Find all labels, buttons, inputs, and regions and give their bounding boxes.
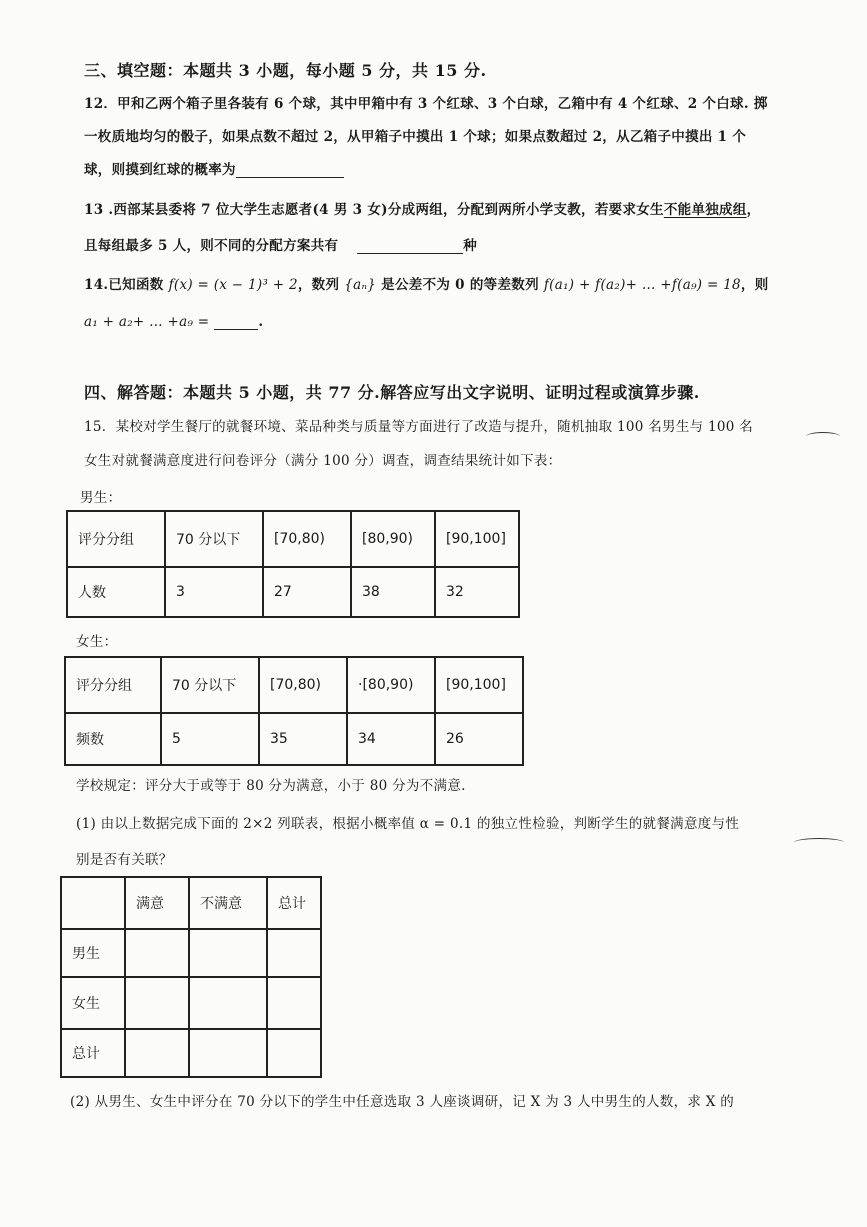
q14-mid: ，数列 — [297, 277, 340, 293]
q12-line3-text: 球，则摸到红球的概率为 — [84, 162, 236, 178]
q14-sequence: {aₙ} — [344, 277, 377, 293]
q13-line2 — [84, 234, 477, 254]
male-data-cell-2: 27 — [263, 567, 351, 617]
q14-answer-blank[interactable] — [214, 315, 258, 330]
contingency-cell[interactable] — [189, 1029, 267, 1077]
female-data-cell-3: 34 — [347, 713, 435, 765]
q13-line2-text: 且每组最多 5 人，则不同的分配方案共有 — [84, 238, 339, 254]
q13-line1-a: 13 .西部某县委将 7 位大学生志愿者(4 男 3 女)分成两组，分配到两所小学支教，若要求女生 — [84, 202, 664, 218]
contingency-cell[interactable] — [125, 1029, 189, 1077]
male-data-cell-1: 3 — [165, 567, 263, 617]
contingency-cell[interactable] — [189, 929, 267, 977]
female-score-table — [64, 656, 524, 766]
q13-line1 — [84, 198, 760, 218]
male-table-data-row — [67, 567, 519, 617]
male-header-cell-3: [80,90) — [351, 511, 435, 567]
female-header-cell-0: 评分分组 — [65, 657, 161, 713]
q14-mid2: 是公差不为 0 的等差数列 — [381, 277, 539, 293]
female-label: 女生： — [76, 634, 118, 650]
q14-lead: 14.已知函数 — [84, 277, 164, 293]
male-label: 男生： — [80, 490, 122, 506]
female-table-data-row — [65, 713, 523, 765]
contingency-cell[interactable] — [189, 977, 267, 1029]
male-header-cell-1: 70 分以下 — [165, 511, 263, 567]
pen-mark-2 — [794, 838, 844, 847]
contingency-cell[interactable] — [267, 977, 321, 1029]
q14-function: f(x) = (x − 1)³ + 2 — [168, 277, 298, 293]
contingency-row-female — [61, 977, 321, 1029]
female-data-cell-1: 5 — [161, 713, 259, 765]
pen-mark — [806, 432, 840, 441]
contingency-header-blank — [61, 877, 125, 929]
q13-line2-end: 种 — [463, 238, 478, 254]
q12-line2: 一枚质地均匀的骰子，如果点数不超过 2，从甲箱子中摸出 1 个球；如果点数超过 2，从乙箱子中摸出 1 个 — [84, 129, 747, 145]
q14-line2 — [84, 314, 263, 330]
contingency-row-total — [61, 1029, 321, 1077]
male-header-cell-2: [70,80) — [263, 511, 351, 567]
q12-answer-blank[interactable] — [236, 163, 344, 178]
contingency-header-satisfied: 满意 — [125, 877, 189, 929]
q15-line1: 15．某校对学生餐厅的就餐环境、菜品种类与质量等方面进行了改造与提升，随机抽取 100 名男生与 100 名 — [84, 419, 754, 435]
male-table-header-row — [67, 511, 519, 567]
female-header-cell-2: [70,80) — [259, 657, 347, 713]
q14-line1 — [84, 273, 769, 293]
q15-part2: (2) 从男生、女生中评分在 70 分以下的学生中任意选取 3 人座谈调研，记 X 为 3 人中男生的人数，求 X 的 — [70, 1094, 735, 1110]
female-data-cell-0: 频数 — [65, 713, 161, 765]
female-header-cell-4: [90,100] — [435, 657, 523, 713]
female-data-cell-2: 35 — [259, 713, 347, 765]
contingency-row-label-total: 总计 — [61, 1029, 125, 1077]
q12-line3 — [84, 158, 344, 178]
q14-line2-end: . — [258, 314, 264, 330]
q14-tail: ，则 — [740, 277, 769, 293]
section-4-title: 四、解答题：本题共 5 小题，共 77 分.解答应写出文字说明、证明过程或演算步骤. — [84, 383, 700, 402]
q13-answer-blank[interactable] — [357, 239, 463, 254]
contingency-header-total: 总计 — [267, 877, 321, 929]
section-3-title: 三、填空题：本题共 3 小题，每小题 5 分，共 15 分. — [84, 61, 487, 80]
q13-line1-b: ， — [746, 202, 761, 218]
male-score-table — [66, 510, 520, 618]
contingency-cell[interactable] — [267, 1029, 321, 1077]
contingency-cell[interactable] — [267, 929, 321, 977]
contingency-cell[interactable] — [125, 929, 189, 977]
q13-underlined-phrase: 不能单独成组 — [663, 202, 747, 218]
male-data-cell-3: 38 — [351, 567, 435, 617]
female-table-header-row — [65, 657, 523, 713]
female-header-cell-1: 70 分以下 — [161, 657, 259, 713]
contingency-row-male — [61, 929, 321, 977]
contingency-row-label-female: 女生 — [61, 977, 125, 1029]
male-header-cell-4: [90,100] — [435, 511, 519, 567]
female-header-cell-3: ·[80,90) — [347, 657, 435, 713]
contingency-table — [60, 876, 322, 1078]
male-data-cell-0: 人数 — [67, 567, 165, 617]
q14-equation: f(a₁) + f(a₂)+ … +f(a₉) = 18 — [543, 277, 741, 293]
male-header-cell-0: 评分分组 — [67, 511, 165, 567]
contingency-header-row — [61, 877, 321, 929]
male-data-cell-4: 32 — [435, 567, 519, 617]
female-data-cell-4: 26 — [435, 713, 523, 765]
q12-line1: 12．甲和乙两个箱子里各装有 6 个球，其中甲箱中有 3 个红球、3 个白球，乙箱中有 4 个红球、2 个白球. 掷 — [84, 96, 768, 112]
q15-rule: 学校规定：评分大于或等于 80 分为满意，小于 80 分为不满意. — [76, 778, 466, 794]
q15-line2: 女生对就餐满意度进行问卷评分（满分 100 分）调查，调查结果统计如下表： — [84, 453, 562, 469]
q14-sum: a₁ + a₂+ … +a₉ = — [84, 314, 210, 330]
contingency-cell[interactable] — [125, 977, 189, 1029]
contingency-header-unsatisfied: 不满意 — [189, 877, 267, 929]
contingency-row-label-male: 男生 — [61, 929, 125, 977]
q15-part1-line1: (1) 由以上数据完成下面的 2×2 列联表，根据小概率值 α = 0.1 的独立性检验，判断学生的就餐满意度与性 — [76, 816, 740, 832]
q15-part1-line2: 别是否有关联？ — [76, 852, 173, 868]
